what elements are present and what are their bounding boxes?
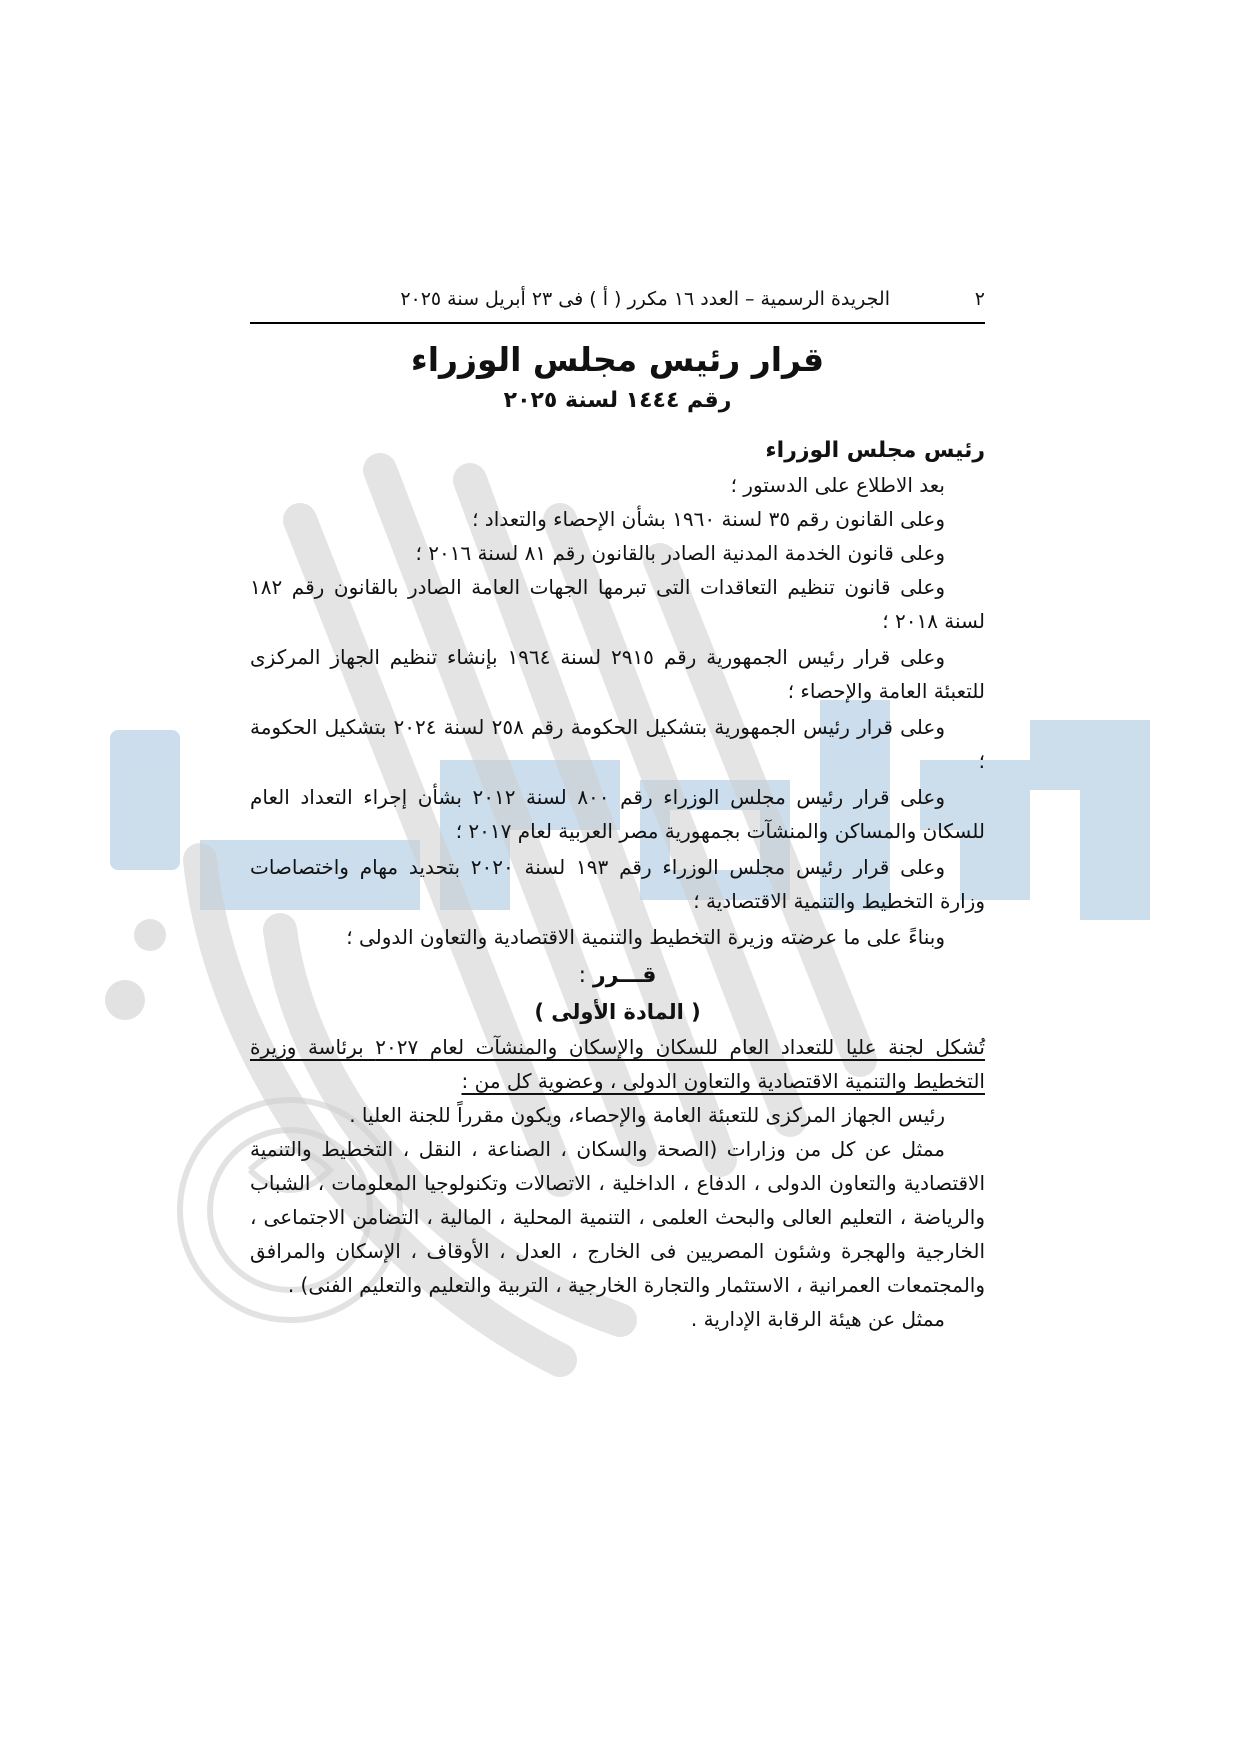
issuer-heading: رئيس مجلس الوزراء — [765, 438, 985, 463]
preamble-item: وعلى قانون الخدمة المدنية الصادر بالقانون رقم ٨١ لسنة ٢٠١٦ ؛ — [415, 541, 945, 565]
preamble-item: وبناءً على ما عرضته وزيرة التخطيط والتنمية الاقتصادية والتعاون الدولى ؛ — [346, 925, 945, 949]
preamble-item: وعلى القانون رقم ٣٥ لسنة ١٩٦٠ بشأن الإحصاء والتعداد ؛ — [472, 507, 945, 531]
preamble-item: وعلى قرار رئيس الجمهورية بتشكيل الحكومة رقم ٢٥٨ لسنة ٢٠٢٤ بتشكيل الحكومة ؛ — [250, 715, 985, 773]
running-header — [250, 282, 985, 324]
decree-number: رقم ١٤٤٤ لسنة ٢٠٢٥ — [503, 388, 732, 413]
preamble-item: بعد الاطلاع على الدستور ؛ — [730, 473, 945, 497]
decided-line — [250, 958, 985, 994]
preamble-item: وعلى قانون تنظيم التعاقدات التى تبرمها الجهات العامة الصادر بالقانون رقم ١٨٢ لسنة ٢٠١٨ ؛ — [250, 575, 985, 633]
decided-word: قـــرر — [593, 963, 657, 988]
preamble-item: وعلى قرار رئيس مجلس الوزراء رقم ١٩٣ لسنة ٢٠٢٠ بتحديد مهام واختصاصات وزارة التخطيط والتنمية الاقتصادية ؛ — [250, 855, 985, 913]
preamble-item: وعلى قرار رئيس مجلس الوزراء رقم ٨٠٠ لسنة ٢٠١٢ بشأن إجراء التعداد العام للسكان والمساكن والمنشآت بجمهورية مصر العربية لعام ٢٠١٧ ؛ — [250, 785, 985, 843]
preamble — [250, 468, 985, 954]
member-item: ممثل عن كل من وزارات (الصحة والسكان ، الصناعة ، النقل ، التخطيط والتنمية الاقتصادية والتعاون الدولى ، الدفاع ، الداخلية ، الاتصالات وتكنولوجيا المعلومات ، الشباب والرياضة ، التعليم العالى والبحث العلمى ، التنمية المحلية ، المالية ، التضامن الاجتماعى ، الخارجية والهجرة وشئون المصريين فى الخارج ، العدل ، الأوقاف ، الإسكان والمرافق والمجتمعات العمرانية ، الاستثمار والتجارة الخارجية ، التربية والتعليم والتعليم الفنى) . — [250, 1137, 985, 1297]
document-page — [250, 282, 985, 1336]
decided-colon: : — [578, 963, 594, 988]
article-heading: ( المادة الأولى ) — [534, 1000, 701, 1024]
member-item: ممثل عن هيئة الرقابة الإدارية . — [690, 1307, 945, 1331]
watermark-dots — [105, 919, 166, 1020]
issue-info: الجريدة الرسمية – العدد ١٦ مكرر ( أ ) فى ٢٣ أبريل سنة ٢٠٢٥ — [400, 288, 890, 310]
page-number: ٢ — [974, 288, 985, 310]
preamble-item: وعلى قرار رئيس الجمهورية رقم ٢٩١٥ لسنة ١٩٦٤ بإنشاء تنظيم الجهاز المركزى للتعبئة العامة والإحصاء ؛ — [250, 645, 985, 703]
decree-title: قرار رئيس مجلس الوزراء — [410, 340, 825, 379]
member-item: رئيس الجهاز المركزى للتعبئة العامة والإحصاء، ويكون مقرراً للجنة العليا . — [349, 1103, 945, 1127]
article-lead: تُشكل لجنة عليا للتعداد العام للسكان والإسكان والمنشآت لعام ٢٠٢٧ برئاسة وزيرة التخطيط والتنمية الاقتصادية والتعاون الدولى ، وعضوية كل من : — [250, 1035, 986, 1093]
